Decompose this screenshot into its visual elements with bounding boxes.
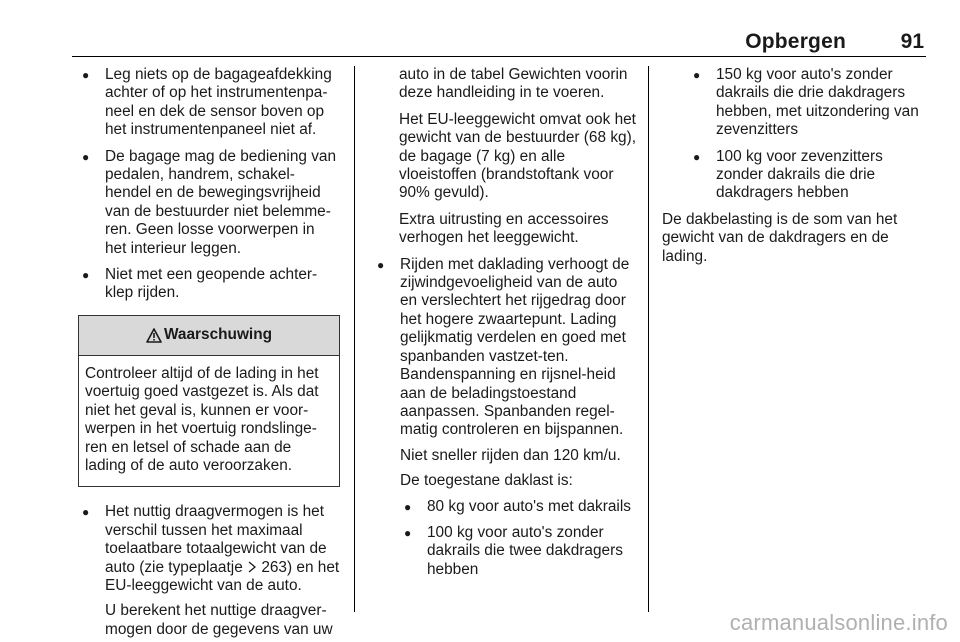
list-item-payload [78,503,340,639]
paragraph-extra-equipment: Extra uitrusting en accessoires verhogen het leeggewicht. [399,210,609,247]
list-item: ● Leg niets op de bagageafdekking achter of op het instrumentenpa-neel en dek de sensor boven op het instrumentenpaneel niet af. [78,66,340,140]
page-title: Opbergen [745,30,846,53]
page-reference-arrow-icon [247,561,257,573]
column-3 [662,66,924,274]
sub-list-item: ● 80 kg voor auto's met dakrails [400,498,636,516]
header-rule [72,56,926,57]
paragraph-roof-load-definition: De dakbelasting is de som van het gewicht van de dakdragers en de lading. [662,210,898,265]
warning-header [79,316,339,356]
sub-list-item: ● 100 kg voor auto's zonder dakrails die twee dakdragers hebben [400,524,636,579]
roof-load-paragraph-2: Niet sneller rijden dan 120 km/u. [400,446,621,464]
column-1 [78,66,340,642]
warning-title: Waarschuwing [163,326,273,344]
payload-paragraph-2: U berekent het nuttige draagver-mogen door de gegevens van uw [105,602,333,638]
sub-list-item: ● 100 kg voor zevenzitters zonder dakrails die drie dakdragers hebben [689,148,924,203]
roof-load-paragraph-1: ● Rijden met daklading verhoogt de zijwindgevoeligheid van de auto en verslechtert het rijgedrag door het hogere zwaartepunt. Lading gelijkmatig verdelen en goed met spanbanden vastzet-ten. Bandenspanning en rijsnel-heid aan de beladingstoestand aanpassen. Spanbanden regel-matig controleren en bijspannen. [400,255,630,439]
payload-text-2: ) en het EU-leeggewicht van de auto. [105,558,340,594]
warning-triangle-icon [146,328,162,343]
warning-body: Controleer altijd of de lading in het voertuig goed vastgezet is. Als dat niet het geval is, kunnen er voor-werpen in het voertuig rondslinge-ren en letsel of schade aan de lading of de auto veroorzaken. [85,364,319,474]
payload-text-1: Het nuttig draagvermogen is het verschil tussen het maximaal toelaatbare totaalgewicht van de auto (zie typeplaatje [105,503,327,576]
page-header [0,30,960,60]
list-item: ● Niet met een geopende achter-klep rijden. [78,266,340,303]
paragraph-eu-weight: Het EU-leeggewicht omvat ook het gewicht van de bestuurder (68 kg), de bagage (7 kg) en alle vloeistoffen (brandstoftank voor 90% gevuld). [399,110,636,202]
column-divider-2 [648,66,649,612]
sub-list-item: ● 150 kg voor auto's zonder dakrails die drie dakdragers hebben, met uitzondering van zevenzitters [689,66,924,140]
roof-load-sublist [400,498,636,580]
warning-box [78,315,340,487]
column-divider-1 [354,66,355,612]
watermark-text: carmanualsonline.info [729,610,948,635]
paragraph-continuation: auto in de tabel Gewichten voorin deze handleiding in te voeren. [399,66,628,102]
list-item: ● De bagage mag de bediening van pedalen, handrem, schakel-hendel en de bewegingsvrijheid van de bestuurder niet belemme-ren. Geen losse voorwerpen in het interieur leggen. [78,148,340,258]
page-reference[interactable]: 263 [261,558,287,576]
page-number: 91 [900,30,924,53]
list-item-roof-load [373,256,636,580]
roof-load-paragraph-3: De toegestane daklast is: [400,472,573,490]
column-2 [386,66,636,587]
